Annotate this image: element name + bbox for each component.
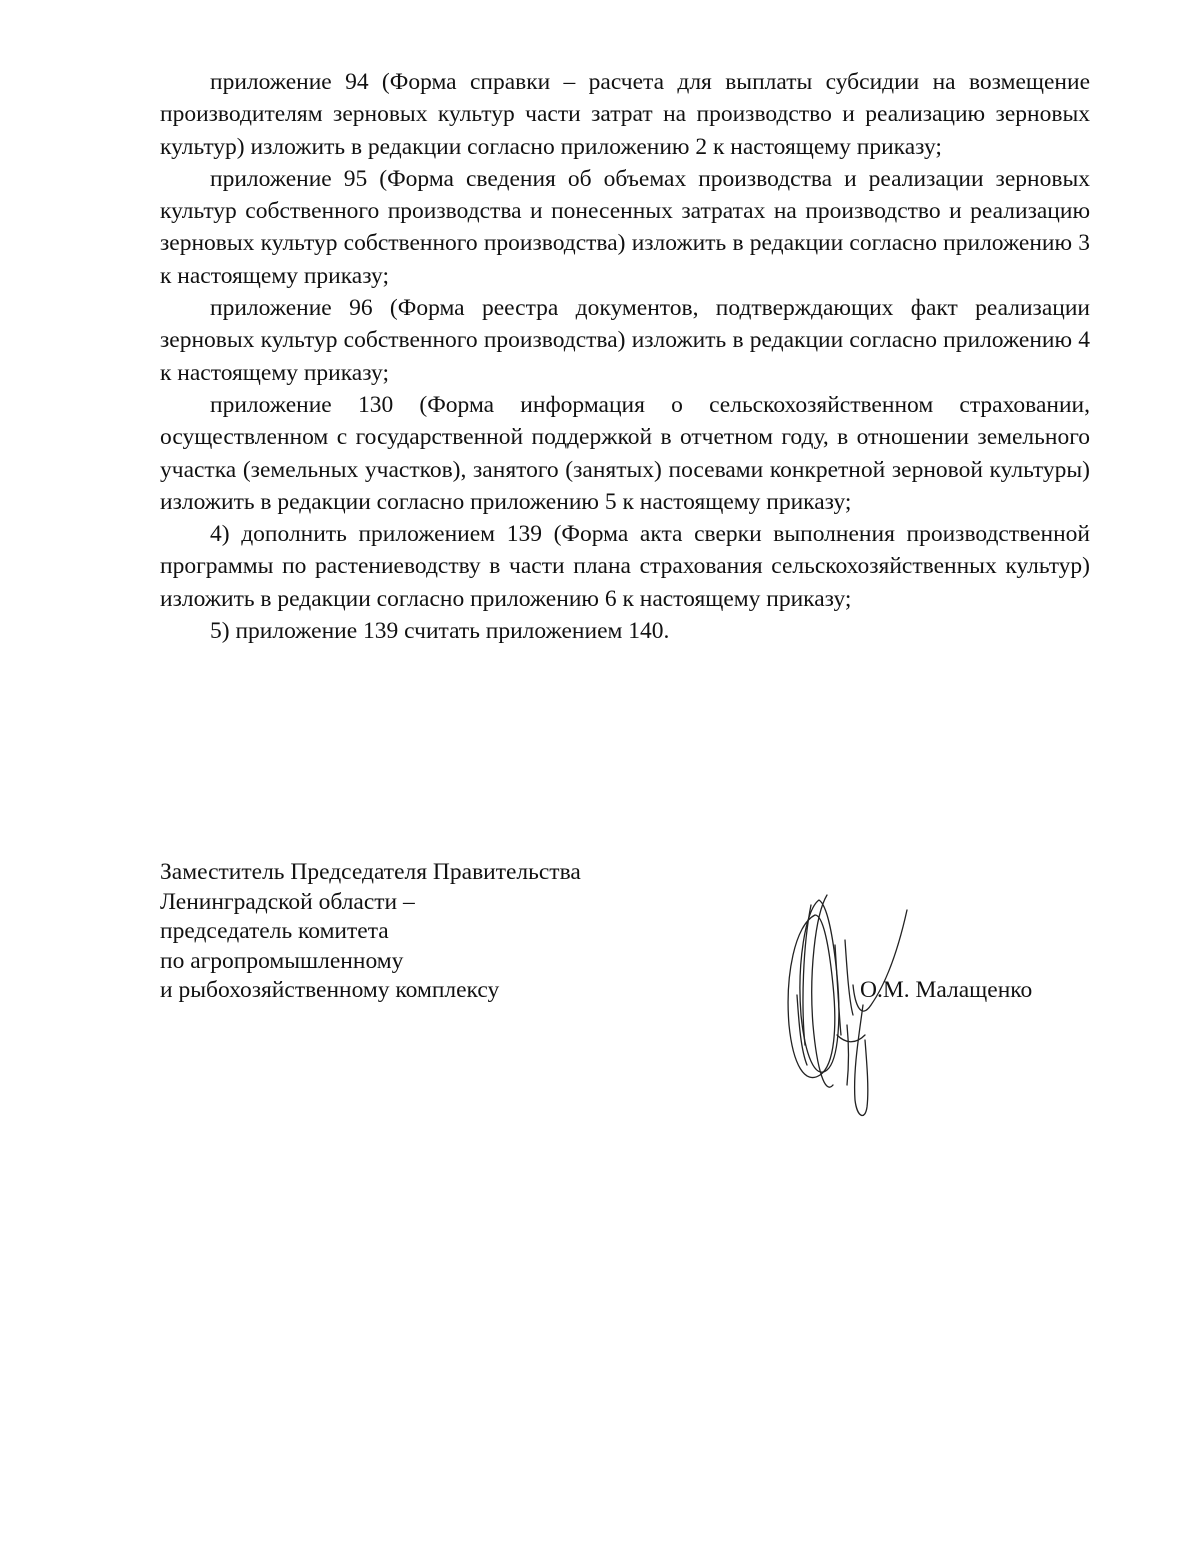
paragraph-appendix-94: приложение 94 (Форма справки – расчета для выплаты субсидии на возмещение производителям зерновых культур части затрат на производство и реализацию зерновых культур) изложить в редакции согласно приложению 2 к настоящему приказу; bbox=[160, 69, 1090, 160]
signatory-name: О.М. Малащенко bbox=[860, 977, 1033, 1003]
signatory-position-line: и рыбохозяйственному комплексу bbox=[160, 977, 500, 1003]
signatory-position-line: Заместитель Председателя Правительства bbox=[160, 859, 581, 885]
signatory-position-line: председатель комитета bbox=[160, 918, 389, 944]
paragraph-appendix-95: приложение 95 (Форма сведения об объемах производства и реализации зерновых культур собственного производства и понесенных затратах на производство и реализацию зерновых культур собственного производства) изложить в редакции согласно приложению 3 к настоящему приказу; bbox=[160, 165, 1090, 289]
paragraph-appendix-96: приложение 96 (Форма реестра документов, подтверждающих факт реализации зерновых культур собственного производства) изложить в редакции согласно приложению 4 к настоящему приказу; bbox=[160, 295, 1090, 386]
signatory-position-line: Ленинградской области – bbox=[160, 888, 415, 915]
paragraph-appendix-130: приложение 130 (Форма информация о сельскохозяйственном страховании, осуществленном с государственной поддержкой в отчетном году, в отношении земельного участка (земельных участков), занятого (занятых) посевами конкретной зерновой культуры) изложить в редакции согласно приложению 5 к настоящему приказу; bbox=[160, 391, 1090, 515]
signatory-position bbox=[160, 858, 581, 1006]
paragraph-item-5: 5) приложение 139 считать приложением 140. bbox=[210, 618, 670, 645]
paragraph-item-4: 4) дополнить приложением 139 (Форма акта сверки выполнения производственной программы по растениеводству в части плана страхования сельскохозяйственных культур) изложить в редакции согласно приложению 6 к настоящему приказу; bbox=[160, 521, 1090, 612]
document-body bbox=[160, 66, 1090, 647]
signatory-position-line: по агропромышленному bbox=[160, 947, 404, 974]
